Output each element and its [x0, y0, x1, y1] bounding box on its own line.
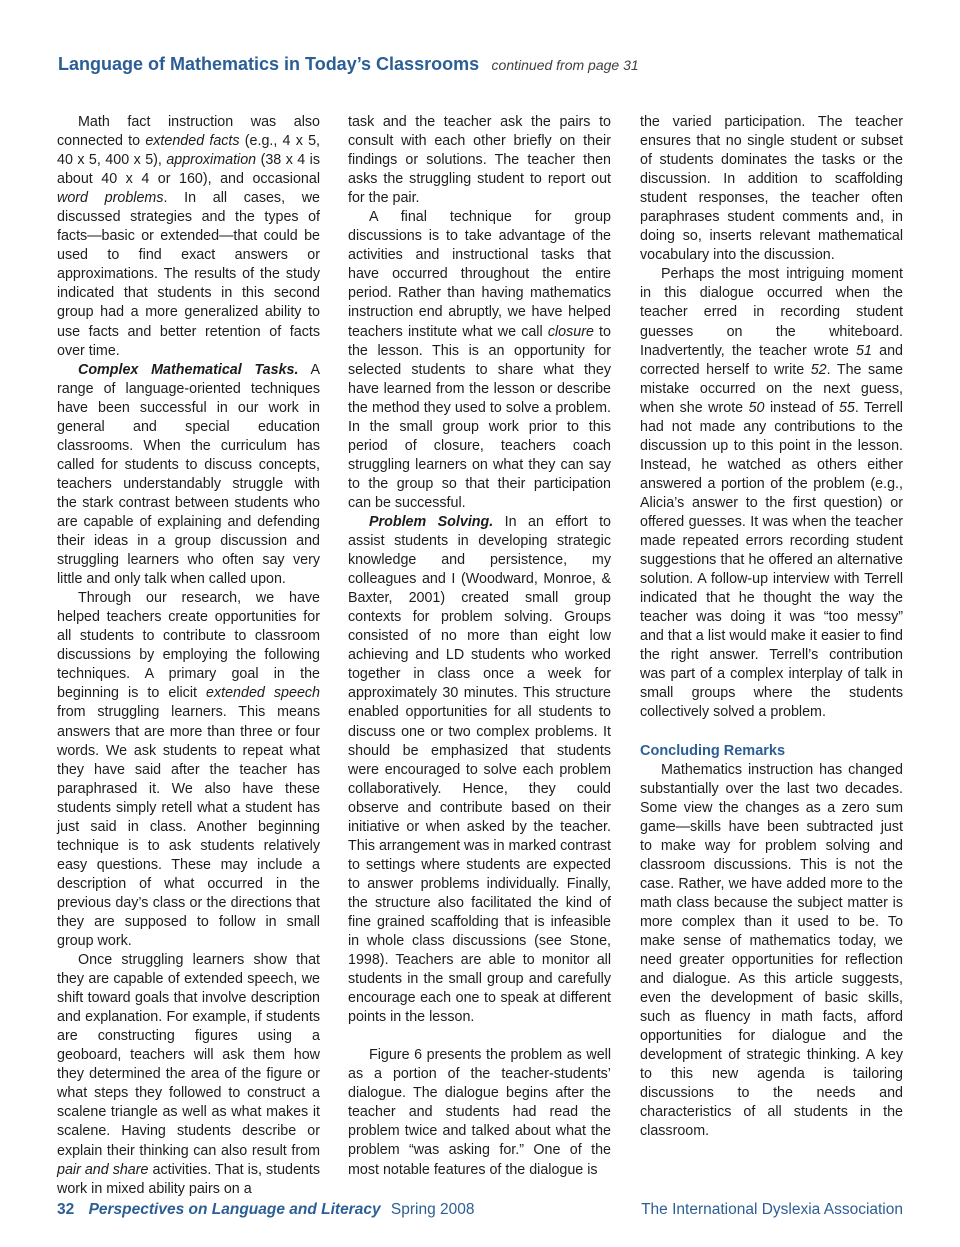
article-title: Language of Mathematics in Today’s Classrooms: [58, 54, 480, 74]
italic-term: word problems: [57, 190, 164, 207]
text-run: activities. That is, students work in mixed ability pairs on a: [57, 1161, 321, 1197]
text-run: In an effort to assist students in developing strategic knowledge and persistence, my colleagues and I (Woodward, Monroe, & Baxter, 2001) created small group contexts for problem solving. Groups consisted of no more than eight low achieving and LD students who worked together in class once a week for approximately 30 minutes. This structure enabled opportunities for all students to discuss one or two complex problems. It should be emphasized that students were encouraged to solve each problem collaboratively. Hence, they could observe and contribute based on their initiative or when asked by the teacher. This arrangement was in marked contrast to settings where students are expected to answer problems individually. Finally, the structure also facilitated the kind of fine grained scaffolding that is infeasible in whole class discussions (see Stone, 1998). Teachers are able to monitor all students in the small group and carefully encourage each one to speak at different points in the lesson.: [348, 513, 612, 1026]
text-run: . Terrell had not made any contributions to the discussion up to this point in the lesson. Instead, he watched as others either answered a portion of the problem (e.g., Alicia’s answer to the first question) or offered guesses. It was when the teacher made repeated errors recording student suggestions that he offered an alternative solution. A follow-up interview with Terrell indicated that he thought the way the teacher was doing it was “too messy” and that a list would make it easier to find the right answer. Terrell’s contribution was part of a complex interplay of talk in small groups where the students collectively solved a problem.: [640, 399, 903, 721]
paragraph: [57, 113, 320, 361]
italic-term: approximation: [166, 152, 257, 169]
column-1: [57, 113, 320, 1199]
text-run: from struggling learners. This means answers that are more than three or four words. We ask students to repeat what they have said after the teacher has paraphrased it. We also have these students simply retell what a student has just said in class. Another beginning technique is to ask students relatively easy questions. These may include a description of what occurred in the previous day’s class or the directions that they are supposed to follow in small group work.: [57, 704, 320, 950]
paragraph: the varied participation. The teacher ensures that no single student or subset of students dominates the tasks or the discussion. In addition to scaffolding student responses, the teacher often paraphrases student comments and, in doing so, inserts relevant mathematical vocabulary into the discussion.: [640, 114, 903, 264]
paragraph: [57, 951, 320, 1199]
text-run: to the lesson. This is an opportunity for selected students to share what they have learned from the lesson or describe the method they used to solve a problem. In the small group work prior to this period of closure, teachers coach struggling learners on what they can say to the group so that their participation can be successful.: [348, 323, 611, 511]
column-3: [640, 113, 903, 1141]
section-heading-concluding-remarks: Concluding Remarks: [640, 742, 786, 759]
italic-term: extended speech: [206, 685, 321, 702]
text-run: Math fact instruction was also connected to: [57, 114, 320, 150]
continued-note: continued from page 31: [491, 57, 639, 73]
italic-term: 55: [838, 399, 855, 416]
paragraph: [57, 589, 320, 951]
page-footer: [57, 1201, 903, 1219]
column-2: [348, 113, 611, 1180]
italic-term: pair and share: [57, 1161, 149, 1178]
text-run: . The same mistake occurred on the next guess, when she wrote: [640, 361, 903, 416]
paragraph: [640, 265, 903, 722]
text-run: Perhaps the most intriguing moment in this dialogue occurred when the teacher erred in recording student guesses on the whiteboard. Inadvertently, the teacher wrote: [640, 266, 903, 359]
page-number: 32: [57, 1201, 75, 1218]
organization-name: The International Dyslexia Association: [641, 1201, 903, 1218]
italic-term: 52: [810, 361, 827, 378]
paragraph: [348, 208, 611, 513]
text-run: Once struggling learners show that they are capable of extended speech, we shift toward goals that involve description and explanation. For example, if students are constructing figures using a geoboard, teachers will ask them how they determined the area of the figure or what steps they followed to construct a scalene triangle as well as what makes it scalene. Having students describe or explain their thinking can also result from: [57, 952, 320, 1159]
section-heading-problem-solving: Problem Solving.: [369, 513, 494, 530]
text-run: . In all cases, we discussed strategies and the types of facts—basic or extended—that could be used to find exact answers or approximations. The results of the study indicated that students in this second group had a more generalized ability to use facts and better retention of facts over time.: [57, 190, 321, 359]
text-run: and corrected herself to write: [640, 342, 903, 378]
paragraph: [348, 513, 611, 1027]
paragraph: Mathematics instruction has changed substantially over the last two decades. Some view the changes as a zero sum game—skills have been subtracted just to make way for problem solving and classroom discussions. This is not the case. Rather, we have added more to the math class because the subject matter is more complex than it used to be. To make sense of mathematics today, we need greater opportunities for reflection and dialogue. As this article suggests, even the development of basic skills, such as fluency in math facts, afford opportunities for dialogue and the development of strategic thinking. A key to this new agenda is tailoring discussions to the needs and characteristics of all students in the classroom.: [640, 761, 903, 1140]
text-run: A final technique for group discussions is to take advantage of the activities and instructional tasks that have occurred throughout the entire period. Rather than having mathematics instruction end abruptly, we have helped teachers institute what we call: [348, 209, 611, 340]
italic-term: 51: [856, 342, 872, 359]
italic-term: 50: [748, 399, 765, 416]
paragraph: task and the teacher ask the pairs to consult with each other briefly on their findings or solutions. The teacher then asks the struggling student to report out for the pair.: [348, 114, 611, 207]
italic-term: closure: [547, 323, 594, 340]
text-run: A range of language-oriented techniques have been successful in our work in general and special education classrooms. When the curriculum has called for students to discuss concepts, teachers understandably struggle with the stark contrast between students who are capable of explaining and defending their ideas in a group discussion and struggling learners who often say very little and only talk when called upon.: [57, 361, 320, 588]
journal-title: Perspectives on Language and Literacy: [88, 1201, 381, 1218]
text-run: instead of: [764, 399, 839, 416]
italic-term: extended facts: [145, 133, 240, 150]
text-run: (e.g., 4 x 5, 40 x 5, 400 x 5),: [57, 133, 320, 169]
paragraph: [57, 361, 320, 590]
issue-date: Spring 2008: [390, 1201, 475, 1218]
text-run: Through our research, we have helped teachers create opportunities for all students to contribute to classroom discussions by employing the following techniques. A primary goal in the beginning is to elicit: [57, 590, 320, 702]
text-run: (38 x 4 is about 40 x 4 or 160), and occasional: [57, 152, 320, 188]
page-header: [58, 54, 918, 75]
section-heading-complex-tasks: Complex Mathematical Tasks.: [78, 361, 299, 378]
paragraph: Figure 6 presents the problem as well as a portion of the teacher-students’ dialogue. The dialogue begins after the teacher and students had read the problem twice and talked about what the problem “was asking for.” One of the most notable features of the dialogue is: [348, 1047, 611, 1178]
